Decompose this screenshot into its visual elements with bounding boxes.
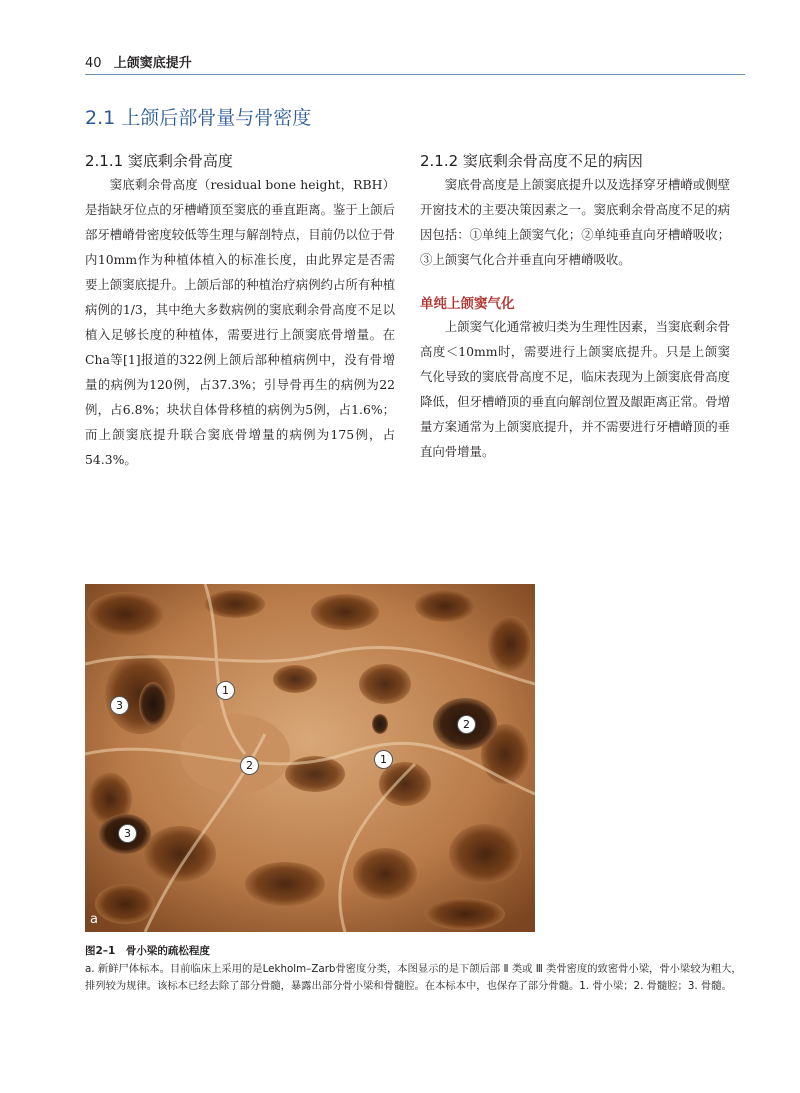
figure-panel-label: a <box>90 912 98 927</box>
running-header <box>85 52 745 71</box>
figure-title: 图2–1 骨小梁的疏松程度 <box>85 945 210 957</box>
marker-marrow-cavity: 2 <box>240 756 259 775</box>
marker-trabecula: 1 <box>374 750 393 769</box>
marker-trabecula: 1 <box>216 681 235 700</box>
marker-marrow-cavity: 2 <box>457 715 476 734</box>
bone-specimen-photo <box>85 584 535 932</box>
left-subtitle: 2.1.1 窦底剩余骨高度 <box>85 152 233 170</box>
right-subtitle: 2.1.2 窦底剩余骨高度不足的病因 <box>420 152 643 170</box>
marker-marrow: 3 <box>110 696 129 715</box>
running-title: 上颌窦底提升 <box>113 56 192 71</box>
right-paragraph-2: 上颌窦气化通常被归类为生理性因素，当窦底剩余骨高度＜10mm时，需要进行上颌窦底提升。只是上颌窦气化导致的窦底骨高度不足，临床表现为上颌窦底骨高度降低，但牙槽嵴顶的垂直向解剖位置及龈距离正常。骨增量方案通常为上颌窦底提升，并不需要进行牙槽嵴顶的垂直向骨增量。 <box>420 319 730 459</box>
right-heading: 单纯上颌窦气化 <box>420 296 515 312</box>
marker-marrow: 3 <box>118 824 137 843</box>
left-paragraph: 窦底剩余骨高度（residual bone height，RBH）是指缺牙位点的牙槽嵴顶至窦底的垂直距离。鉴于上颌后部牙槽嵴骨密度较低等生理与解剖特点，目前仍以位于骨内10mm作为种植体植入的标准长度，由此界定是否需要上颌窦底提升。上颌后部的种植治疗病例约占所有种植病例的1/3，其中绝大多数病例的窦底剩余骨高度不足以植入足够长度的种植体，需要进行上颌窦底骨增量。在Cha等[1]报道的322例上颌后部种植病例中，没有骨增量的病例为120例，占37.3%；引导骨再生的病例为22例，占6.8%；块状自体骨移植的病例为5例，占1.6%；而上颌窦底提升联合窦底骨增量的病例为175例，占54.3%。 <box>85 177 395 467</box>
right-paragraph-1: 窦底骨高度是上颌窦底提升以及选择穿牙槽嵴或侧壁开窗技术的主要决策因素之一。窦底剩余骨高度不足的病因包括：①单纯上颌窦气化；②单纯垂直向牙槽嵴吸收；③上颌窦气化合并垂直向牙槽嵴吸收。 <box>420 177 730 267</box>
page-number: 40 <box>85 56 102 71</box>
figure-caption: a. 新鲜尸体标本。目前临床上采用的是Lekholm–Zarb骨密度分类，本图显示的是下颌后部 Ⅱ 类或 Ⅲ 类骨密度的致密骨小梁，骨小梁较为粗大，排列较为规律。该标本已经去除了部分骨髓，暴露出部分骨小梁和骨髓腔。在本标本中，也保存了部分骨髓。1. 骨小梁；2. 骨髓腔；3. 骨髓。 <box>85 963 742 992</box>
section-title: 2.1 上颌后部骨量与骨密度 <box>85 107 312 129</box>
header-rule <box>85 74 745 75</box>
